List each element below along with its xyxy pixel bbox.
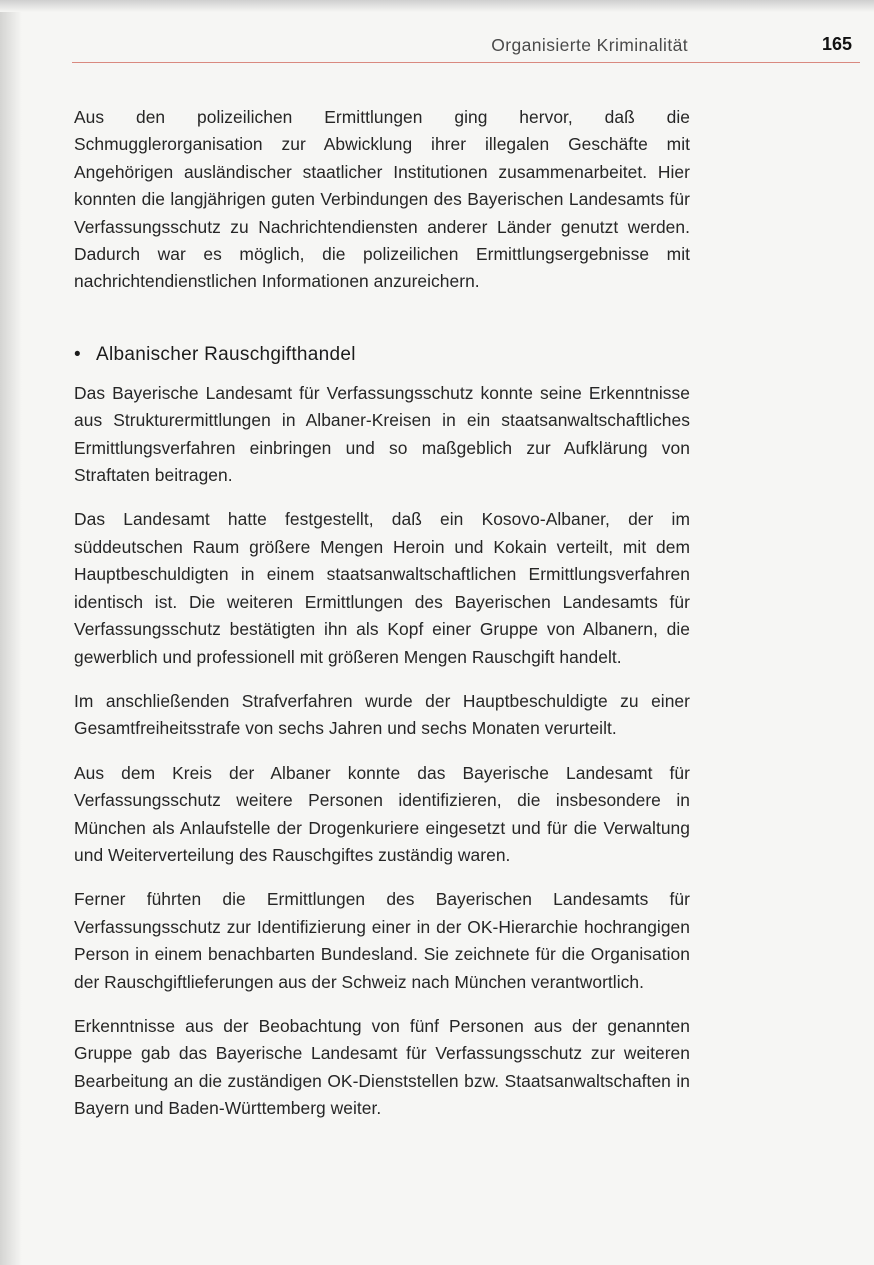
running-header xyxy=(72,34,860,63)
paragraph: Das Bayerische Landesamt für Verfassungsschutz konnte seine Erkenntnisse aus Strukturermittlungen in Albaner-Kreisen in ein staatsanwaltschaftliches Ermittlungsverfahren einbringen und so maßgeblich zur Aufklärung von Straftaten beitragen. xyxy=(74,382,690,486)
body-text xyxy=(74,104,690,1140)
paragraph: Aus dem Kreis der Albaner konnte das Bayerische Landesamt für Verfassungsschutz weitere Personen identifizieren, die insbesondere in München als Anlaufstelle der Drogenkuriere eingesetzt und für die Verwaltung und Weiterverteilung des Rauschgiftes zuständig waren. xyxy=(74,762,690,865)
page-number: 165 xyxy=(821,34,852,54)
section-heading xyxy=(74,342,690,368)
paragraph: Im anschließenden Strafverfahren wurde der Hauptbeschuldigte zu einer Gesamtfreiheitsstrafe von sechs Jahren und sechs Monaten verurteilt. xyxy=(74,690,690,739)
bullet-icon: • xyxy=(74,343,81,365)
intro-paragraph: Aus den polizeilichen Ermittlungen ging hervor, daß die Schmugglerorganisation zur Abwicklung ihrer illegalen Geschäfte mit Angehörigen ausländischer staatlicher Institutionen zusammenarbeitet. Hier konnten die langjährigen guten Verbindungen des Bayerischen Landesamts für Verfassungsschutz zu Nachrichtendiensten anderer Länder genutzt werden. Dadurch war es möglich, die polizeilichen Ermittlungsergebnisse mit nachrichtendienstlichen Informationen anzureichern. xyxy=(74,107,690,292)
paragraph: Das Landesamt hatte festgestellt, daß ein Kosovo-Albaner, der im süddeutschen Raum größere Mengen Heroin und Kokain verteilt, mit dem Hauptbeschuldigten in einem staatsanwaltschaftlichen Ermittlungsverfahren identisch ist. Die weiteren Ermittlungen des Bayerischen Landesamts für Verfassungsschutz bestätigten ihn als Kopf einer Gruppe von Albanern, die gewerblich und professionell mit größeren Mengen Rauschgift handelt. xyxy=(74,509,690,667)
header-title: Organisierte Kriminalität xyxy=(491,35,688,55)
section-heading-text: Albanischer Rauschgifthandel xyxy=(96,343,356,365)
paragraph: Ferner führten die Ermittlungen des Bayerischen Landesamts für Verfassungsschutz zur Identifizierung einer in der OK-Hierarchie hochrangigen Person in einem benachbarten Bundesland. Sie zeichnete für die Organisation der Rauschgiftlieferungen aus der Schweiz nach München verantwortlich. xyxy=(74,889,690,992)
paragraph: Erkenntnisse aus der Beobachtung von fünf Personen aus der genannten Gruppe gab das Bayerische Landesamt für Verfassungsschutz zur weiteren Bearbeitung an die zuständigen OK-Dienststellen bzw. Staatsanwaltschaften in Bayern und Baden-Württemberg weiter. xyxy=(74,1015,690,1119)
